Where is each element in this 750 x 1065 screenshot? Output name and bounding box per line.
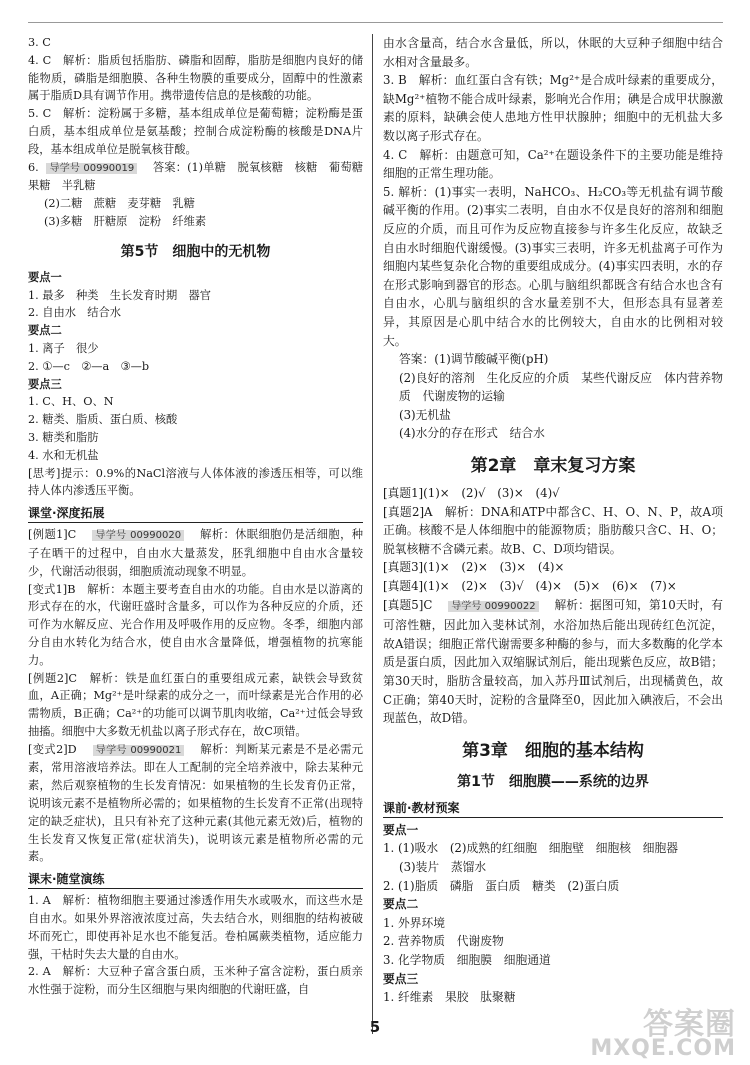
section-heading: 第1节 细胞膜——系统的边界 bbox=[457, 773, 649, 790]
answer-paragraph: [例题2]C 解析：铁是血红蛋白的重要组成元素，缺铁会导致贫血，A正确；Mg²⁺是叶绿素的成分之一，而叶绿素是光合作用的必需物质，B正确；Ca²⁺的功能可以调节肌肉收缩，Ca²⁺过低会导致抽搐。细胞中大多数无机盐以离子形式存在，故C项错。 bbox=[28, 671, 363, 738]
answer-paragraph: [真题4](1)× (2)× (3)√ (4)× (5)× (6)× (7)× bbox=[383, 579, 677, 594]
answer-paragraph: 3. C bbox=[28, 36, 51, 49]
answer-paragraph: [思考]提示：0.9%的NaCl溶液与人体体液的渗透压相等，可以维持人体内渗透压平衡。 bbox=[28, 466, 363, 498]
answer-line: (3)多糖 肝糖原 淀粉 纤维素 bbox=[44, 214, 207, 228]
sub-section-bar: 课堂·深度拓展 bbox=[28, 504, 363, 523]
guide-number-tag: 导学号 00990022 bbox=[448, 601, 538, 612]
chapter-heading: 第3章 细胞的基本结构 bbox=[462, 740, 644, 761]
sub-section-bar: 课末·随堂演练 bbox=[28, 870, 363, 889]
right-column bbox=[383, 34, 723, 1007]
chapter-heading: 第2章 章末复习方案 bbox=[470, 456, 636, 477]
answer-paragraph: 1. (1)吸水 (2)成熟的红细胞 细胞壁 细胞核 细胞器 bbox=[383, 841, 678, 856]
column-divider bbox=[372, 34, 373, 1034]
answer-paragraph: 2. ①—c ②—a ③—b bbox=[28, 359, 150, 373]
answer-paragraph: 2. A 解析：大豆种子富含蛋白质，玉米种子富含淀粉，蛋白质亲水性强于淀粉，而分生区细胞与果肉细胞的代谢旺盛，自 bbox=[28, 965, 363, 997]
answer-paragraph: 2. (1)脂质 磷脂 蛋白质 糖类 (2)蛋白质 bbox=[383, 878, 620, 893]
answer-line: (4)水分的存在形式 结合水 bbox=[399, 426, 545, 441]
answer-paragraph: 5. C 解析：淀粉属于多糖，基本组成单位是葡萄糖；淀粉酶是蛋白质，基本组成单位是氨基酸；控制合成淀粉酶的核酸是DNA片段，基本组成单位是脱氧核苷酸。 bbox=[28, 107, 363, 156]
sub-section-bar: 课前·教材预案 bbox=[383, 799, 723, 818]
answer-paragraph: [例题1]C 导学号 00990020 解析：休眠细胞仍是活细胞，种子在晒干的过程中，自由水大量蒸发，胚乳细胞中自由水含量较少，代谢活动很弱，细胞质流动现象不明显。 bbox=[28, 528, 364, 578]
answer-paragraph: [真题2]A 解析：DNA和ATP中都含C、H、O、N、P，故A项正确。核酸不是人体细胞中的能源物质；脂肪酸只含C、H、O；脱氧核糖不含磷元素。故B、C、D项均错误。 bbox=[383, 504, 723, 556]
answer-paragraph: [真题3](1)× (2)× (3)× (4)× bbox=[383, 560, 565, 575]
answer-paragraph: 1. 离子 很少 bbox=[28, 341, 99, 355]
guide-number-tag: 导学号 00990020 bbox=[92, 530, 184, 541]
answer-line: (2)二糖 蔗糖 麦芽糖 乳糖 bbox=[44, 197, 195, 211]
answer-paragraph: 1. 外界环境 bbox=[383, 915, 445, 930]
section-heading: 第5节 细胞中的无机物 bbox=[120, 243, 271, 260]
answer-line: 答案：(1)调节酸碱平衡(pH) bbox=[399, 352, 549, 367]
watermark-logo bbox=[590, 999, 740, 1061]
answer-paragraph: [变式1]B 解析：本题主要考查自由水的功能。自由水是以游离的形式存在的水，代谢旺盛时含量多，可以作为各种反应的介质，还可作为水解反应、光合作用及呼吸作用的反应物。冬季，细胞内部分自由水转化为结合水，使自由水含量降低，增强植物的抗寒能力。 bbox=[28, 582, 363, 667]
key-point-heading: 要点一 bbox=[383, 822, 419, 837]
answer-paragraph: 2. 自由水 结合水 bbox=[28, 306, 122, 320]
key-point-heading: 要点一 bbox=[28, 270, 62, 284]
answer-paragraph: 1. 纤维素 果胶 肽聚糖 bbox=[383, 990, 516, 1005]
key-point-heading: 要点三 bbox=[383, 971, 419, 986]
key-point-heading: 要点二 bbox=[383, 897, 419, 912]
answer-paragraph: 2. 糖类、脂质、蛋白质、核酸 bbox=[28, 413, 178, 427]
answer-paragraph: 1. A 解析：植物细胞主要通过渗透作用失水或吸水，而这些水是自由水。如果外界溶液浓度过高，失去结合水，则细胞的结构被破坏而死亡，即使再补足水也不能复活。卷柏属蕨类植物，适应能力强，干枯时失去大量的自由水。 bbox=[28, 894, 363, 961]
guide-number-tag: 导学号 00990019 bbox=[46, 163, 137, 174]
answer-paragraph: 4. C 解析：脂质包括脂肪、磷脂和固醇，脂肪是细胞内良好的储能物质，磷脂是细胞膜、各种生物膜的重要成分，固醇中的性激素属于脂质D具有调节作用。携带遗传信息的是核酸的功能。 bbox=[28, 53, 363, 103]
answer-paragraph: 3. B 解析：血红蛋白含有铁；Mg²⁺是合成叶绿素的重要成分，缺Mg²⁺植物不能合成叶绿素，影响光合作用；碘是合成甲状腺激素的原料，缺碘会使人患地方性甲状腺肿；细胞中的无机盐大多数以离子形式存在。 bbox=[383, 73, 723, 143]
answer-paragraph: 4. 水和无机盐 bbox=[28, 448, 99, 462]
answer-paragraph: 1. C、H、O、N bbox=[28, 395, 114, 409]
answer-paragraph: 由水含量高，结合水含量低，所以，休眠的大豆种子细胞中结合水相对含量最多。 bbox=[383, 36, 723, 69]
top-rule bbox=[28, 22, 723, 23]
guide-number-tag: 导学号 00990021 bbox=[93, 745, 185, 756]
answer-line: (3)装片 蒸馏水 bbox=[399, 859, 487, 874]
answer-paragraph: [真题5]C 导学号 00990022 解析：据图可知，第10天时，有可溶性糖，因此加入斐林试剂，水浴加热后能出现砖红色沉淀，故A错误；细胞正常代谢需要多种酶的参与，而大多数酶的化学本质是蛋白质，因此加入双缩脲试剂后，能出现紫色反应，故B错；第30天时，脂肪含量较高，加入苏丹Ⅲ试剂后，出现橘黄色，故C正确；第40天时，淀粉的含量降至0，因此加入碘液后，不会出现蓝色，故D错。 bbox=[383, 597, 724, 726]
page-number: 5 bbox=[369, 1018, 381, 1036]
answer-paragraph: 3. 糖类和脂肪 bbox=[28, 430, 99, 444]
answer-paragraph: [真题1](1)× (2)√ (3)× (4)√ bbox=[383, 486, 560, 501]
answer-paragraph: 3. 化学物质 细胞膜 细胞通道 bbox=[383, 952, 551, 967]
answer-line: (2)良好的溶剂 生化反应的介质 某些代谢反应 体内营养物质 代谢废物的运输 bbox=[399, 370, 723, 404]
answer-line: (3)无机盐 bbox=[399, 407, 451, 422]
key-point-heading: 要点三 bbox=[28, 377, 62, 391]
answer-paragraph: 4. C 解析：由题意可知，Ca²⁺在题设条件下的主要功能是维持细胞的正常生理功能。 bbox=[383, 147, 723, 181]
answer-paragraph: 5. 解析：(1)事实一表明，NaHCO₃、H₂CO₃等无机盐有调节酸碱平衡的作用。(2)事实二表明，自由水不仅是良好的溶剂和细胞反应的介质，而且可作为反应物直接参与许多生化反应，故缺乏自由水时细胞代谢缓慢。(3)事实三表明，许多无机盐离子可作为细胞内某些复杂化合物的重要组成成分。(4)事实四表明，水的存在形式影响到器官的形态。心肌与脑组织都既含有结合水也含有自由水，心肌与脑组织的含水量差别不大，但形态具有显著差异，其原因是心肌中结合水的比例较大，自由水的比例相对较大。 bbox=[383, 184, 723, 348]
answer-paragraph: 1. 最多 种类 生长发育时期 器官 bbox=[28, 288, 212, 302]
answer-paragraph: 6. 导学号 00990019 答案：(1)单糖 脱氧核糖 核糖 葡萄糖 果糖 半乳糖 bbox=[28, 160, 375, 193]
answer-paragraph: 2. 营养物质 代谢废物 bbox=[383, 934, 504, 949]
key-point-heading: 要点二 bbox=[28, 324, 62, 338]
watermark-big: 答案圈 bbox=[643, 1007, 736, 1042]
left-column bbox=[28, 34, 375, 999]
watermark-small: MXQE.COM bbox=[590, 1036, 736, 1061]
answer-paragraph: [变式2]D 导学号 00990021 解析：判断某元素是不是必需元素，常用溶液培养法。即在人工配制的完全培养液中，除去某种元素，然后观察植物的生长发育情况：如果植物的生长发育仍正常，说明该元素不是植物所必需的；如果植物的生长发育不正常(出现特定的缺乏症状)，且只有补充了这种元素(其他元素无效)后，植物的生长发育又恢复正常(症状消失)，说明该元素是植物所必需的元素。 bbox=[28, 742, 363, 864]
